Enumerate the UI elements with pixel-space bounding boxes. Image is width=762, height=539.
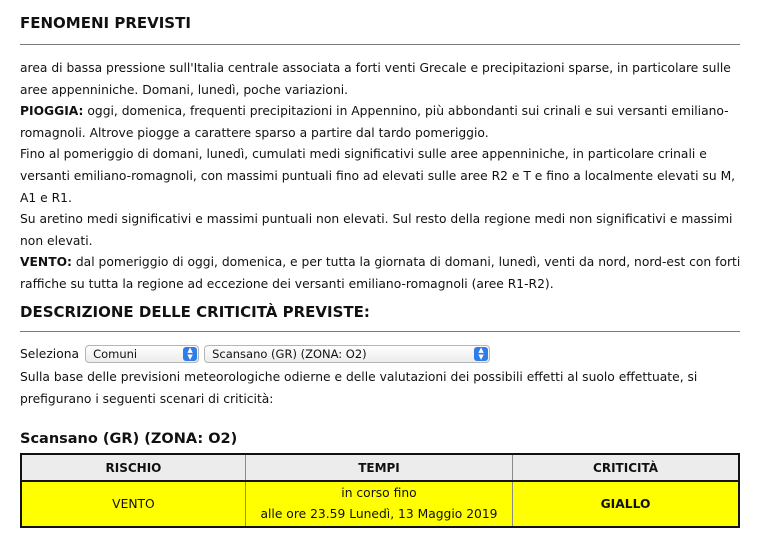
updown-chevron-icon: ▲ ▼ [474,347,488,361]
cell-rischio: VENTO [21,481,245,527]
divider [20,44,740,45]
type-select-value: Comuni [93,347,138,361]
fenomeni-intro: area di bassa pressione sull'Italia centrale associata a forti venti Grecale e precipitazioni sparse, in particolare sulle aree appenniniche. Domani, lunedì, poche variazioni. [20,61,731,97]
updown-chevron-icon: ▲ ▼ [183,347,197,361]
pioggia-paragraph [20,101,742,144]
column-header-rischio: RISCHIO [21,454,245,481]
cell-tempi [245,481,512,527]
select-label: Seleziona [20,347,80,361]
criticita-title: DESCRIZIONE DELLE CRITICITÀ PREVISTE: [20,303,370,321]
aretino-paragraph: Su aretino medi significativi e massimi puntuali non elevati. Sul resto della regione medi non significativi e massimi non elevati. [20,212,733,248]
divider [20,331,740,332]
fenomeni-description [20,58,742,296]
place-select[interactable] [204,345,490,363]
vento-label: VENTO: [20,255,72,270]
risk-table [20,453,740,528]
pioggia-label: PIOGGIA: [20,104,84,119]
zone-title: Scansano (GR) (ZONA: O2) [20,431,238,447]
place-select-value: Scansano (GR) (ZONA: O2) [212,347,367,361]
criticita-intro: Sulla base delle previsioni meteorologiche odierne e delle valutazioni dei possibili effetti al suolo effettuate, si prefigurano i seguenti scenari di criticità: [20,370,698,406]
cell-criticita: GIALLO [513,481,739,527]
column-header-tempi: TEMPI [245,454,512,481]
table-row [21,481,739,527]
column-header-criticita: CRITICITÀ [513,454,739,481]
cumulati-paragraph: Fino al pomeriggio di domani, lunedì, cumulati medi significativi sulle aree appenniniche, in particolare crinali e versanti emiliano-romagnoli, con massimi puntuali fino ad elevati sulle aree R2 e T e fino a localmente elevati su M, A1 e R1. [20,147,736,205]
selection-row [20,344,490,364]
pioggia-text: oggi, domenica, frequenti precipitazioni in Appennino, più abbondanti sui crinali e sui versanti emiliano-romagnoli. Altrove piogge a carattere sparso a partire dal tardo pomeriggio. [20,104,729,140]
tempi-line2: alle ore 23.59 Lunedì, 13 Maggio 2019 [260,507,498,521]
type-select[interactable] [85,345,199,363]
vento-paragraph [20,252,742,295]
tempi-line1: in corso fino [341,486,417,500]
vento-text: dal pomeriggio di oggi, domenica, e per tutta la giornata di domani, lunedì, venti da nord, nord-est con forti raffiche su tutta la regione ad eccezione dei versanti emiliano-romagnoli (aree R1-R2). [20,255,741,291]
table-header-row [21,454,739,481]
fenomeni-title: FENOMENI PREVISTI [20,14,191,32]
